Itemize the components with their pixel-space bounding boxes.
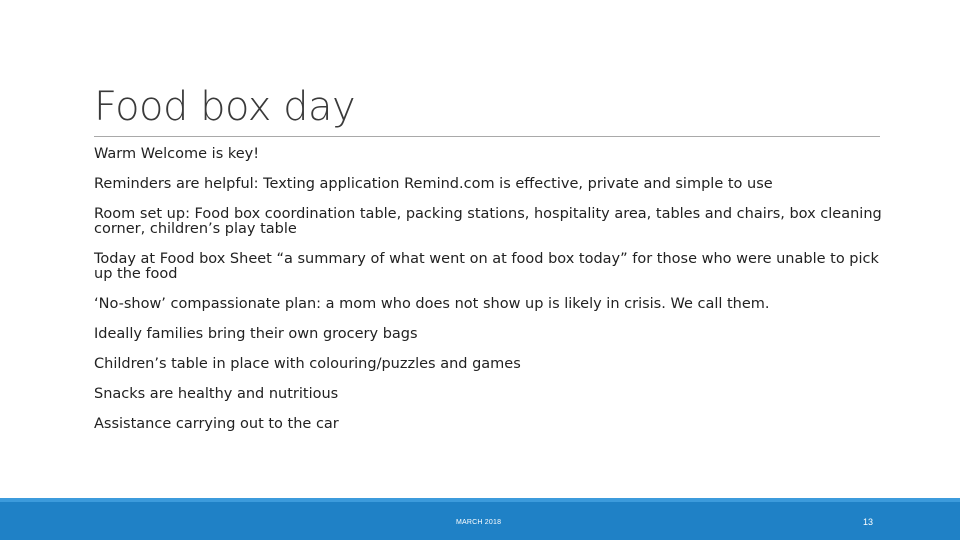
slide-number: 13	[863, 517, 874, 527]
bullet-item: Assistance carrying out to the car	[94, 416, 339, 432]
bullet-item: Room set up: Food box coordination table, packing stations, hospitality area, tables and chairs, box cleaning corner, children’s play table	[94, 206, 882, 237]
bullet-item: Children’s table in place with colouring/puzzles and games	[94, 356, 521, 372]
bullet-item: ‘No-show’ compassionate plan: a mom who does not show up is likely in crisis. We call them.	[94, 296, 770, 312]
bullet-item: Warm Welcome is key!	[94, 146, 260, 162]
footer-date: MARCH 2018	[456, 519, 502, 526]
title-divider	[94, 136, 880, 137]
bullet-item: Reminders are helpful: Texting application Remind.com is effective, private and simple to use	[94, 176, 773, 192]
bullet-item: Snacks are healthy and nutritious	[94, 386, 339, 402]
bullet-item: Today at Food box Sheet “a summary of what went on at food box today” for those who were unable to pick up the food	[94, 251, 879, 282]
bullet-item: Ideally families bring their own grocery bags	[94, 326, 418, 342]
slide-title: Food box day	[94, 84, 356, 130]
